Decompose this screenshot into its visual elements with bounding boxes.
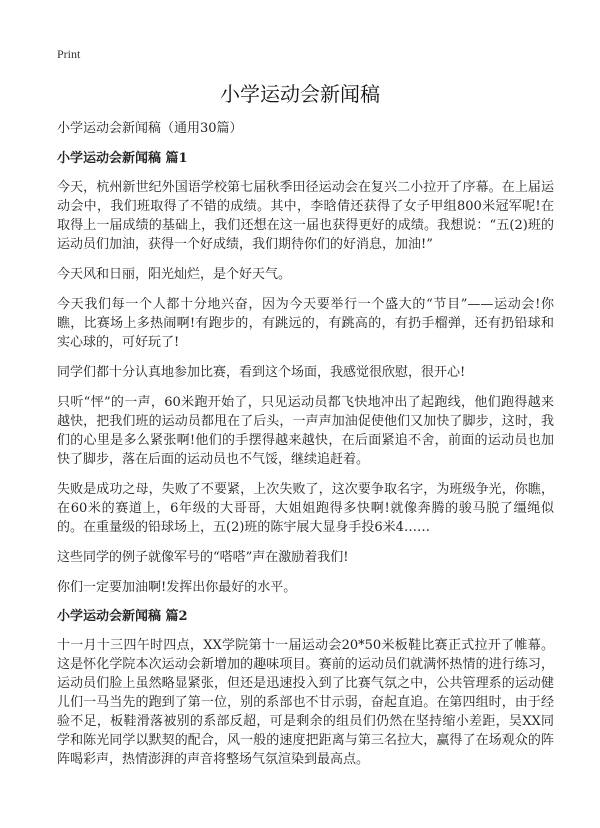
article-body [57,120,554,780]
section-2 [57,608,554,769]
paragraph: 同学们都十分认真地参加比赛，看到这个场面，我感觉很欣慰，很开心! [57,365,466,380]
paragraph: 今天，杭州新世纪外国语学校第七届秋季田径运动会在复兴二小拉开了序幕。在上届运动会中，我们班取得了不错的成绩。其中，李晗倩还获得了女子甲组800米冠军呢!在取得上一届成绩的基础上，我们还想在这一届也获得更好的成绩。我想说：“五(2)班的运动员们加油，获得一个好成绩，我们期待你们的好消息，加油!” [57,180,554,252]
paragraph: 今天我们每一个人都十分地兴奋，因为今天要举行一个盛大的“节目”——运动会!你瞧，比赛场上多热闹啊!有跑步的，有跳远的，有跳高的，有扔手榴弹，还有扔铅球和实心球的，可好玩了! [57,297,554,350]
section-1 [57,150,554,597]
paragraph: 失败是成功之母，失败了不要紧，上次失败了，这次要争取名字，为班级争光，你瞧，在60米的赛道上，6年级的大哥哥，大姐姐跑得多快啊!就像奔腾的骏马脱了缰绳似的。在重量级的铅球场上，五(2)班的陈宇展大显身手投6米4…… [57,482,554,535]
article-subtitle: 小学运动会新闻稿（通用30篇） [57,121,243,136]
page-title: 小学运动会新闻稿 [220,82,380,106]
paragraph: 今天风和日丽，阳光灿烂，是个好天气。 [57,267,292,282]
paragraph: 十一月十三四午时四点，XX学院第十一届运动会20*50米板鞋比赛正式拉开了帷幕。这是怀化学院本次运动会新增加的趣味项目。赛前的运动员们就满怀热情的进行练习，运动员们脸上虽然略显紧张，但还是迅速投入到了比赛气氛之中，公共管理系的运动健儿们一马当先的跑到了第一位，别的系部也不甘示弱，奋起直追。在第四组时，由于经验不足，板鞋滑落被别的系部反超，可是剩余的组员们仍然在坚持缩小差距，吴XX同学和陈光同学以默契的配合，风一般的速度把距离与第三名拉大，赢得了在场观众的阵阵喝彩声，热情澎湃的声音将整场气氛渲染到最高点。 [57,638,554,767]
section-heading: 小学运动会新闻稿 篇2 [57,609,188,624]
section-heading: 小学运动会新闻稿 篇1 [57,151,188,166]
paragraph: 你们一定要加油啊!发挥出你最好的水平。 [57,580,297,595]
paragraph: 这些同学的例子就像军号的“嗒嗒”声在激励着我们! [57,550,349,565]
paragraph: 只听“怦”的一声，60米跑开始了，只见运动员都飞快地冲出了起跑线，他们跑得越来越快，把我们班的运动员都甩在了后头，一声声加油促使他们又加快了脚步，这时，我们的心里是多么紧张啊!他们的手摆得越来越快，在后面紧追不舍，前面的运动员也加快了脚步，落在后面的运动员也不气馁，继续追赶着。 [57,395,554,467]
print-link[interactable]: Print [57,47,81,61]
